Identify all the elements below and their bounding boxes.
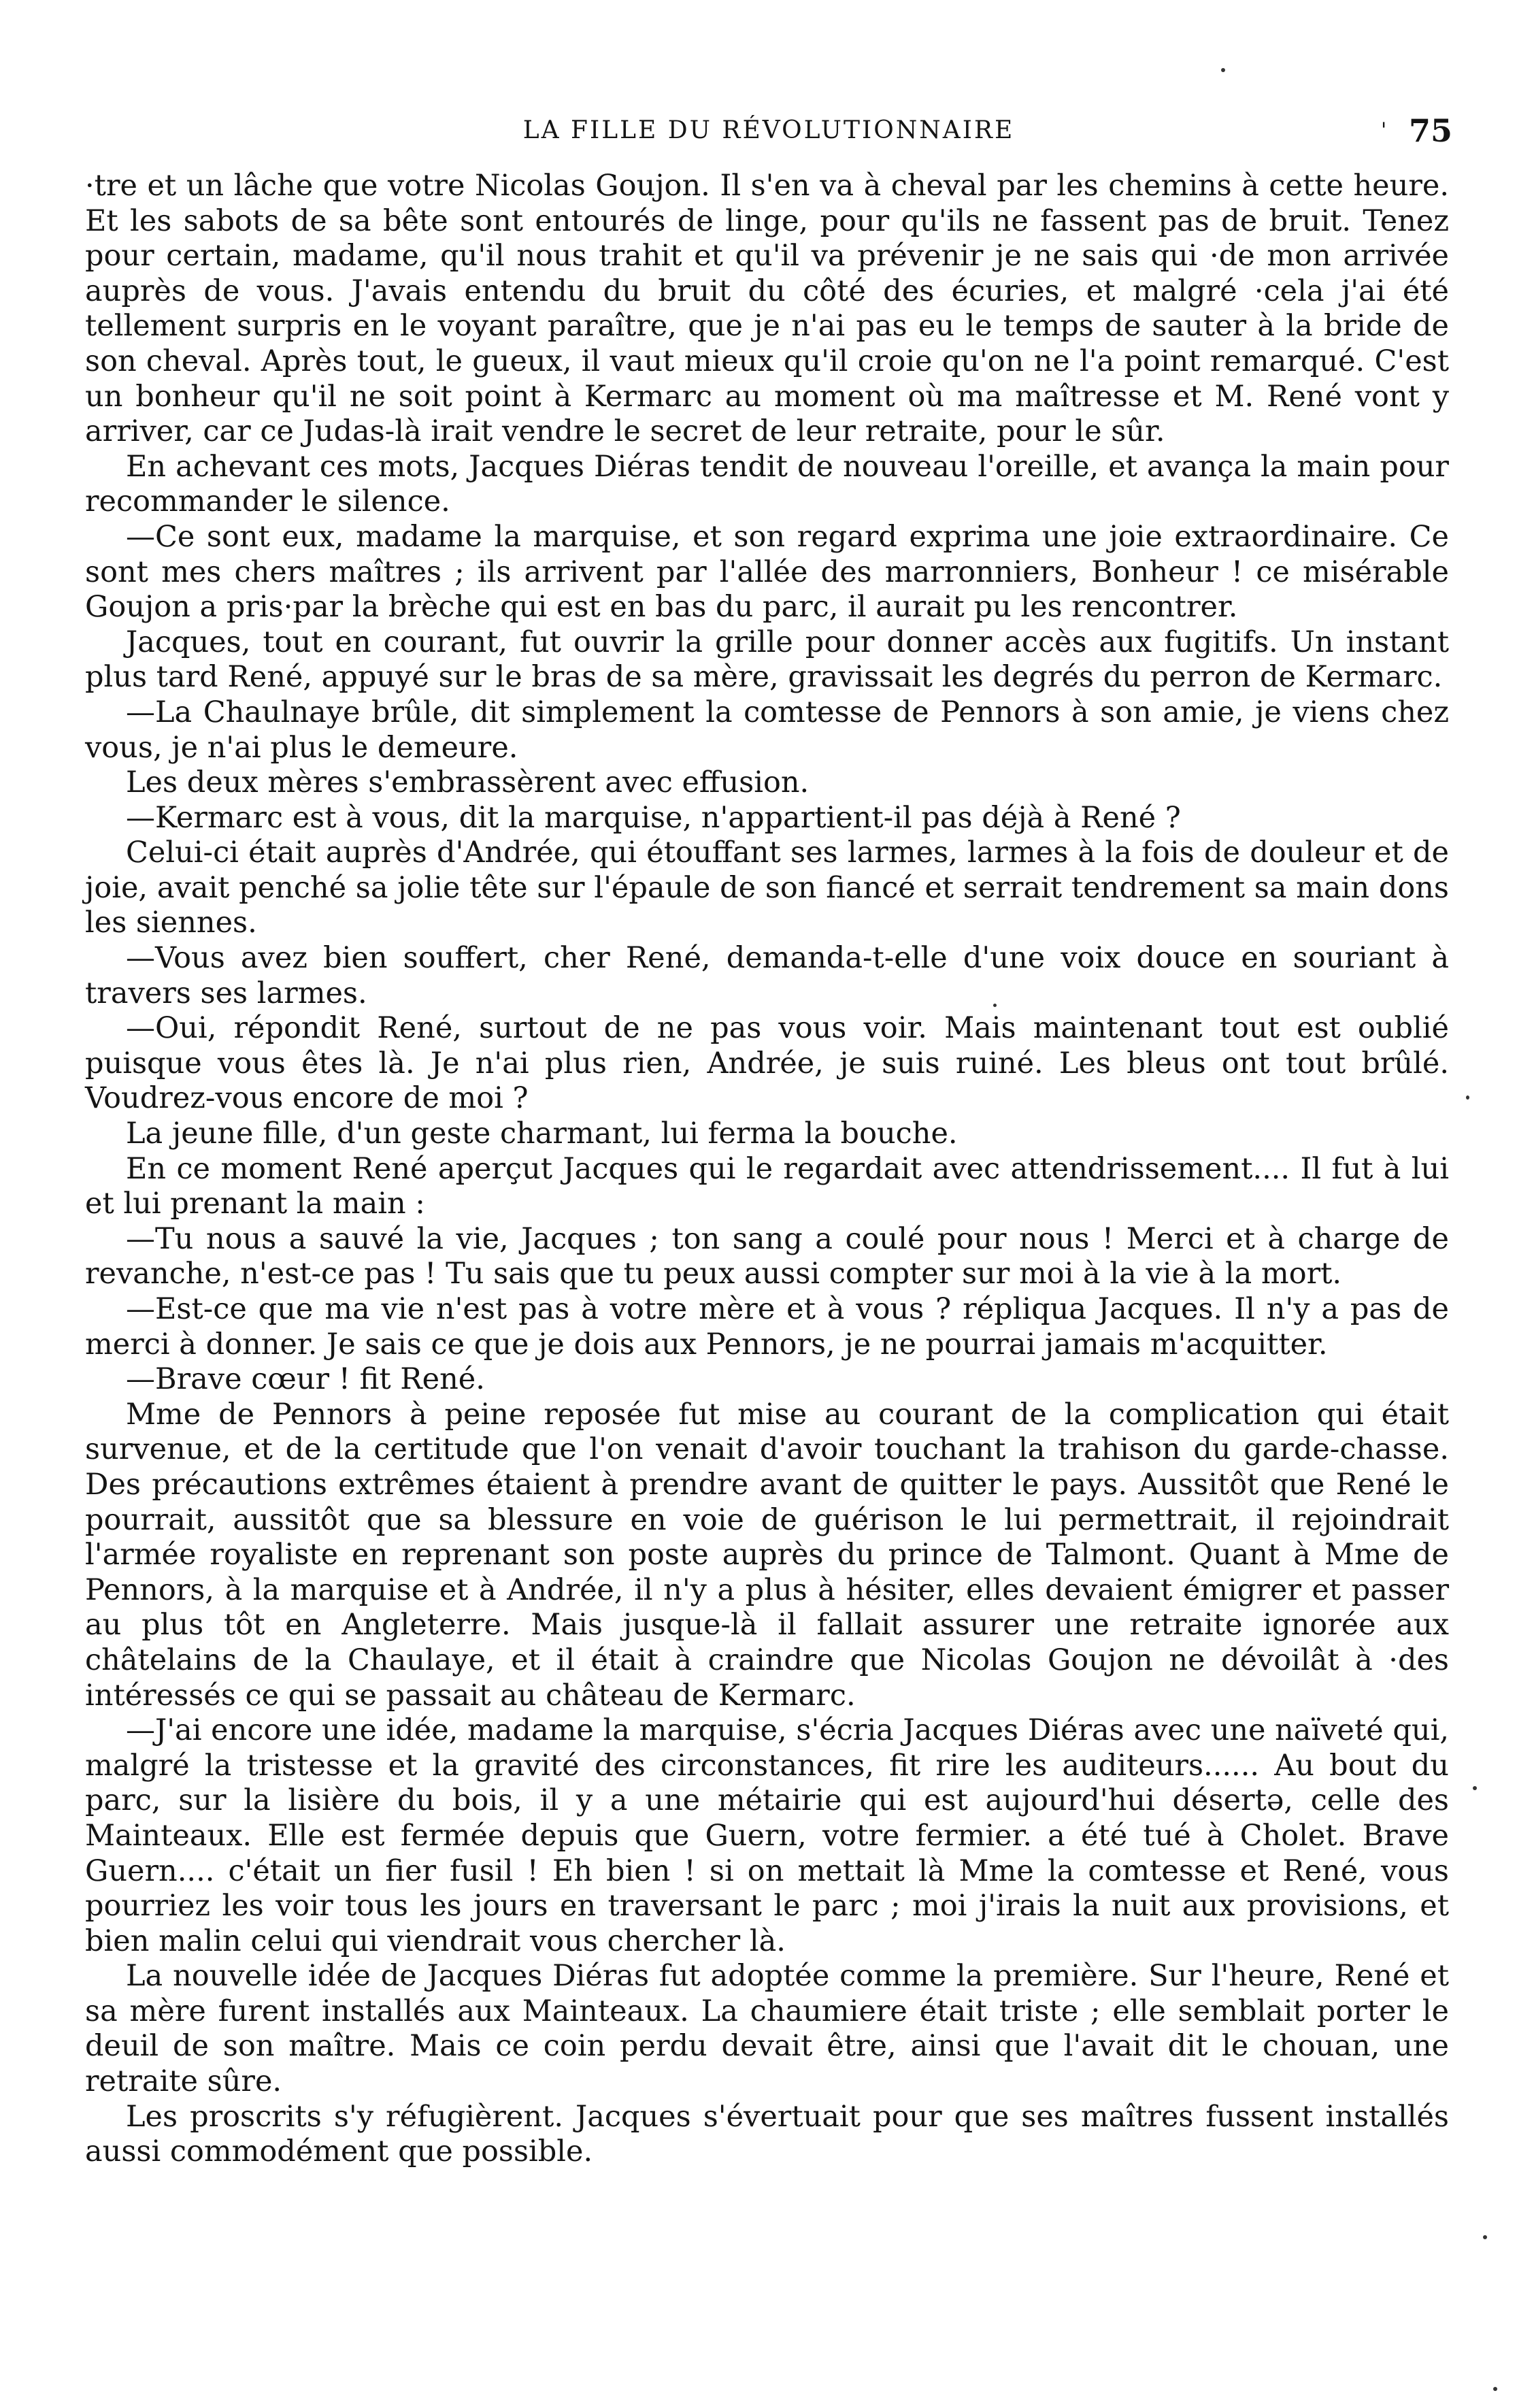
paragraph: —Ce sont eux, madame la marquise, et son regard exprima une joie extraordinaire. Ce sont mes chers maîtres ; ils arrivent par l'allée des marronniers, Bonheur ! ce misérable Goujon a pris·par la brèche qui est en bas du parc, il aurait pu les rencontrer. <box>85 519 1449 625</box>
paragraph: —Est-ce que ma vie n'est pas à votre mère et à vous ? répliqua Jacques. Il n'y a pas de merci à donner. Je sais ce que je dois aux Pennors, je ne pourrai jamais m'acquitter. <box>85 1292 1449 1362</box>
paragraph: —Brave cœur ! fit René. <box>126 1362 485 1397</box>
paragraph: Les deux mères s'embrassèrent avec effusion. <box>126 765 810 800</box>
paragraph: Les proscrits s'y réfugièrent. Jacques s'évertuait pour que ses maîtres fussent installés aussi commodément que possible. <box>85 2099 1449 2169</box>
paragraph: ·tre et un lâche que votre Nicolas Goujon. Il s'en va à cheval par les chemins à cette heure. Et les sabots de sa bête sont entourés de linge, pour qu'ils ne fassent pas de bruit. Tenez pour certain, madame, qu'il nous trahit et qu'il va prévenir je ne sais qui ·de mon arrivée auprès de vous. J'avais entendu du bruit du côté des écuries, et malgré ·cela j'ai été tellement surpris en le voyant paraître, que je n'ai pas eu le temps de sauter à la bride de son cheval. Après tout, le gueux, il vaut mieux qu'il croie qu'on ne l'a point remarqué. C'est un bonheur qu'il ne soit point à Kermarc au moment où ma maîtresse et M. René vont y arriver, car ce Judas-là irait vendre le secret de leur retraite, pour le sûr. <box>85 169 1449 449</box>
running-title: LA FILLE DU RÉVOLUTIONNAIRE <box>522 116 1015 144</box>
text-body <box>85 169 1449 2170</box>
paragraph: En achevant ces mots, Jacques Diéras tendit de nouveau l'oreille, et avança la main pour recommander le silence. <box>85 449 1449 519</box>
paragraph: En ce moment René aperçut Jacques qui le regardait avec attendrissement.... Il fut à lui et lui prenant la main : <box>85 1151 1449 1221</box>
paragraph: Jacques, tout en courant, fut ouvrir la grille pour donner accès aux fugitifs. Un instant plus tard René, appuyé sur le bras de sa mère, gravissait les degrés du perron de Kermarc. <box>85 625 1449 695</box>
paragraph: —J'ai encore une idée, madame la marquise, s'écria Jacques Diéras avec une naïveté qui, malgré la tristesse et la gravité des circonstances, fit rire les auditeurs...... Au bout du parc, sur la lisière du bois, il y a une métairie qui est aujourd'hui désertə, celle des Mainteaux. Elle est fermée depuis que Guern, votre fermier. a été tué à Cholet. Brave Guern.... c'était un fier fusil ! Eh bien ! si on mettait là Mme la comtesse et René, vous pourriez les voir tous les jours en traversant le parc ; moi j'irais la nuit aux provisions, et bien malin celui qui viendrait vous chercher là. <box>85 1713 1449 1958</box>
paragraph: —Vous avez bien souffert, cher René, demanda-t-elle d'une voix douce en souriant à travers ses larmes. <box>85 941 1449 1010</box>
paper-speck <box>1221 68 1225 72</box>
paper-speck <box>1473 1786 1477 1790</box>
paragraph: —Kermarc est à vous, dit la marquise, n'appartient-il pas déjà à René ? <box>126 800 1181 835</box>
paragraph: —Oui, répondit René, surtout de ne pas vous voir. Mais maintenant tout est oublié puisque vous êtes là. Je n'ai plus rien, Andrée, je suis ruiné. Les bleus ont tout brûlé. Voudrez-vous encore de moi ? <box>85 1011 1449 1116</box>
paper-speck <box>1483 2235 1487 2239</box>
paragraph: Mme de Pennors à peine reposée fut mise au courant de la complication qui était survenue, et de la certitude que l'on venait d'avoir touchant la trahison du garde-chasse. Des précautions extrêmes étaient à prendre avant de quitter le pays. Aussitôt que René le pourrait, aussitôt que sa blessure en voie de guérison le lui permettrait, il rejoindrait l'armée royaliste en reprenant son poste auprès du prince de Talmont. Quant à Mme de Pennors, à la marquise et à Andrée, il n'y a plus à hésiter, elles devaient émigrer et passer au plus tôt en Angleterre. Mais jusque-là il fallait assurer une retraite ignorée aux châtelains de la Chaulaye, et il était à craindre que Nicolas Goujon ne dévoilât à ·des intéressés ce qui se passait au château de Kermarc. <box>85 1397 1449 1713</box>
page-number: 75 <box>1408 112 1452 149</box>
paragraph: —La Chaulnaye brûle, dit simplement la comtesse de Pennors à son amie, je viens chez vous, je n'ai plus le demeure. <box>85 695 1449 765</box>
paragraph: La jeune fille, d'un geste charmant, lui ferma la bouche. <box>126 1117 958 1151</box>
running-head-mark: ' <box>1381 118 1387 142</box>
running-head <box>85 110 1452 151</box>
paper-speck <box>1493 2387 1497 2391</box>
paragraph: —Tu nous a sauvé la vie, Jacques ; ton sang a coulé pour nous ! Merci et à charge de revanche, n'est-ce pas ! Tu sais que tu peux aussi compter sur moi à la vie à la mort. <box>85 1221 1449 1291</box>
paper-speck <box>993 1004 997 1007</box>
paragraph: Celui-ci était auprès d'Andrée, qui étouffant ses larmes, larmes à la fois de douleur et de joie, avait penché sa jolie tête sur l'épaule de son fiancé et serrait tendrement sa main dons les siennes. <box>85 836 1449 940</box>
paragraph: La nouvelle idée de Jacques Diéras fut adoptée comme la première. Sur l'heure, René et sa mère furent installés aux Mainteaux. La chaumiere était triste ; elle semblait porter le deuil de son maître. Mais ce coin perdu devait être, ainsi que l'avait dit le chouan, une retraite sûre. <box>85 1959 1449 2099</box>
paper-speck <box>1466 1095 1469 1100</box>
